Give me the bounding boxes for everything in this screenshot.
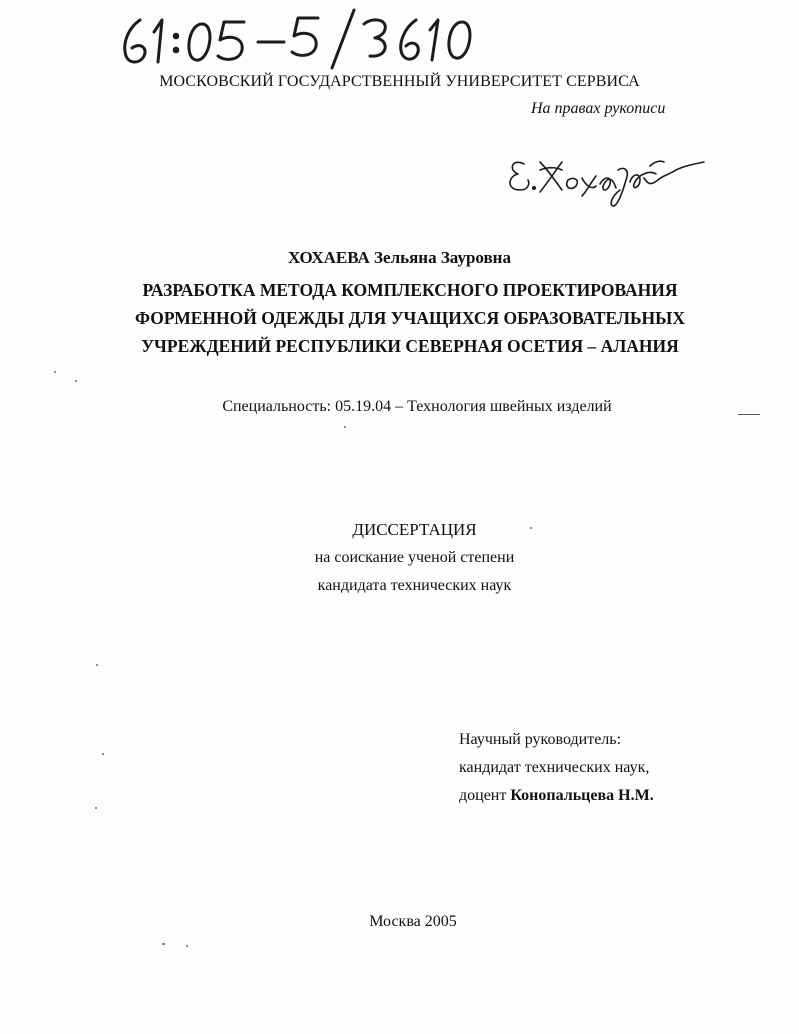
- degree-block: [0, 516, 799, 600]
- supervisor-name: Конопальцева Н.М.: [510, 787, 654, 804]
- archive-code: [118, 6, 478, 72]
- scan-artifact: [95, 807, 97, 809]
- scan-artifact: [186, 945, 188, 947]
- archive-code-handwriting: [118, 6, 478, 72]
- manuscript-note: На правах рукописи: [531, 100, 666, 117]
- thesis-title-line: УЧРЕЖДЕНИЙ РЕСПУБЛИКИ СЕВЕРНАЯ ОСЕТИЯ – АЛАНИЯ: [141, 336, 679, 356]
- thesis-title-line: ФОРМЕННОЙ ОДЕЖДЫ ДЛЯ УЧАЩИХСЯ ОБРАЗОВАТЕЛЬНЫХ: [135, 308, 685, 328]
- supervisor-degree: кандидат технических наук,: [459, 759, 650, 776]
- supervisor-rank: доцент: [459, 787, 507, 804]
- author-surname: ХОХАЕВА: [288, 248, 370, 267]
- supervisor-rank-name: [459, 782, 654, 810]
- scan-artifact: [738, 414, 760, 415]
- degree-heading: ДИССЕРТАЦИЯ: [352, 520, 477, 539]
- scan-artifact: [54, 371, 56, 373]
- specialty: Специальность: 05.19.04 – Технология швейных изделий: [222, 398, 612, 415]
- scan-artifact: [530, 527, 532, 529]
- supervisor-block: [459, 726, 654, 810]
- scan-artifact: [162, 943, 165, 945]
- author-name: [0, 248, 799, 268]
- degree-line: кандидата технических наук: [317, 577, 512, 594]
- author-given-names: Зельяна Зауровна: [374, 248, 511, 267]
- scan-artifact: [96, 664, 98, 666]
- thesis-title: [100, 276, 720, 360]
- degree-line: на соискание ученой степени: [314, 549, 515, 566]
- scan-artifact: [102, 753, 104, 755]
- university-name: МОСКОВСКИЙ ГОСУДАРСТВЕННЫЙ УНИВЕРСИТЕТ СЕРВИСА: [159, 73, 640, 90]
- city-year: Москва 2005: [369, 913, 457, 930]
- author-signature: [500, 140, 710, 210]
- thesis-title-line: РАЗРАБОТКА МЕТОДА КОМПЛЕКСНОГО ПРОЕКТИРОВАНИЯ: [142, 280, 678, 300]
- signature-handwriting: [500, 140, 710, 210]
- scan-artifact: [344, 426, 346, 428]
- supervisor-label: Научный руководитель:: [459, 731, 622, 748]
- scan-artifact: [75, 380, 77, 382]
